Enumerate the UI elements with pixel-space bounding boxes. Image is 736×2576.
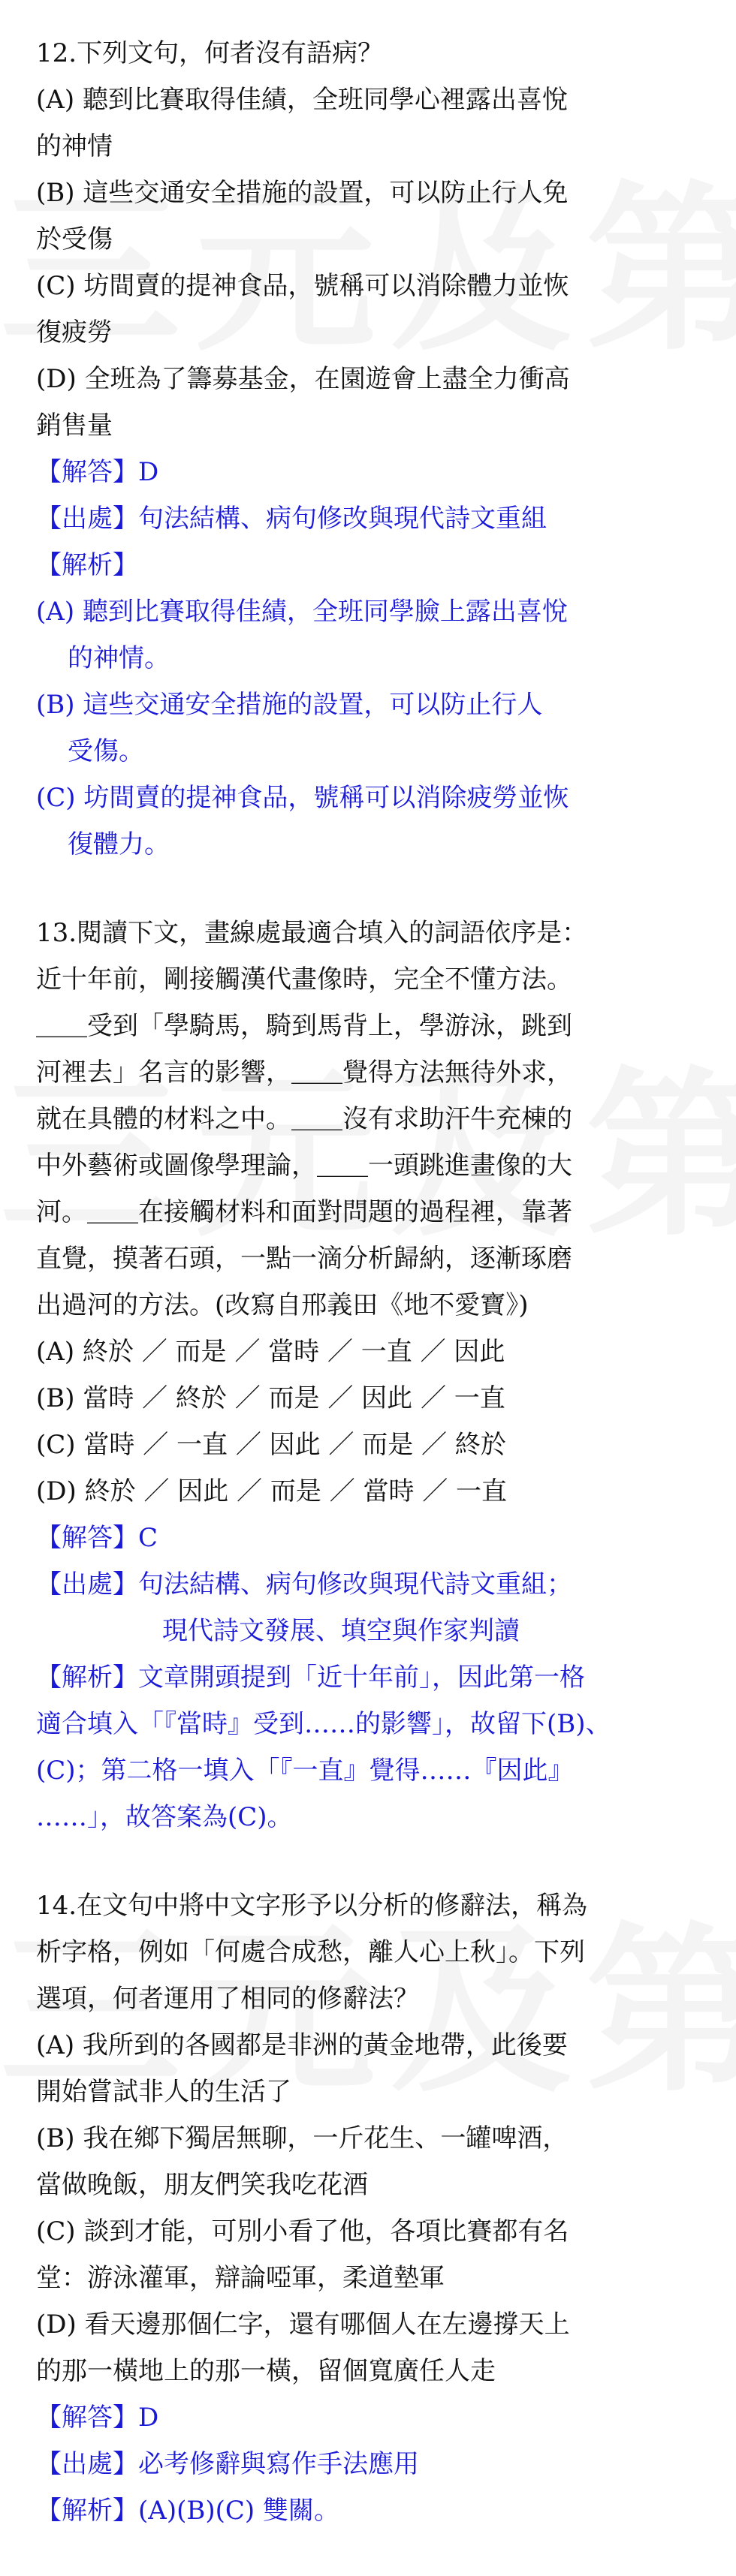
option-c-line-1: (C) 談到才能，可別小看了他，各項比賽都有名	[36, 2216, 569, 2246]
option-d: (D) 終於 ／ 因此 ／ 而是 ／ 當時 ／ 一直	[36, 1476, 508, 1506]
question-13	[36, 910, 704, 1840]
analysis-title: 【解析】	[36, 550, 138, 580]
question-12	[36, 30, 704, 868]
question-stem-line: 出過河的方法。(改寫自邢義田《地不愛寶》)	[36, 1290, 529, 1320]
analysis-line: 適合填入「『當時』受到……的影響」，故留下(B)、	[36, 1709, 611, 1739]
question-stem: 12.下列文句，何者沒有語病？	[36, 38, 384, 68]
option-c-line-2: 復疲勞	[36, 317, 113, 348]
question-stem-line: 選項，何者運用了相同的修辭法？	[36, 1984, 419, 2014]
question-stem-line: ＿＿受到「學騎馬，騎到馬背上，學游泳，跳到	[36, 1011, 572, 1041]
source-line: 【出處】必考修辭與寫作手法應用	[36, 2449, 419, 2479]
question-stem-line: 河裡去」名言的影響，＿＿覺得方法無待外求，	[36, 1058, 572, 1088]
option-b-line-2: 當做晚飯，朋友們笑我吃花酒	[36, 2170, 368, 2200]
analysis-line: (C)；第二格一填入「『一直』覺得……『因此』	[36, 1756, 574, 1786]
source-line-1: 【出處】句法結構、病句修改與現代詩文重組；	[36, 1569, 572, 1599]
analysis-line: ……」，故答案為(C)。	[36, 1802, 293, 1832]
question-stem-line: 就在具體的材料之中。＿＿沒有求助汗牛充棟的	[36, 1104, 572, 1134]
question-stem-line: 析字格，例如「何處合成愁，離人心上秋」。下列	[36, 1937, 585, 1967]
option-d-line-1: (D) 全班為了籌募基金，在園遊會上盡全力衝高	[36, 364, 570, 394]
option-b-line-2: 於受傷	[36, 224, 113, 254]
answer-line: 【解答】D	[36, 457, 159, 487]
option-a-line-2: 的神情	[36, 131, 113, 161]
question-stem-line: 14.在文句中將中文字形予以分析的修辭法，稱為	[36, 1891, 588, 1921]
analysis-line: 【解析】(A)(B)(C) 雙關。	[36, 2496, 339, 2526]
question-stem-line: 近十年前，剛接觸漢代畫像時，完全不懂方法。	[36, 964, 572, 995]
analysis-line: 【解析】文章開頭提到「近十年前」，因此第一格	[36, 1663, 585, 1693]
analysis-a-line-1: (A) 聽到比賽取得佳績，全班同學臉上露出喜悅	[36, 597, 568, 627]
source-line-2: 現代詩文發展、填空與作家判讀	[162, 1616, 520, 1646]
option-d-line-2: 銷售量	[36, 411, 113, 441]
option-c: (C) 當時 ／ 一直 ／ 因此 ／ 而是 ／ 終於	[36, 1430, 506, 1460]
option-b-line-1: (B) 這些交通安全措施的設置，可以防止行人免	[36, 178, 569, 208]
option-b-line-1: (B) 我在鄉下獨居無聊，一斤花生、一罐啤酒，	[36, 2123, 569, 2153]
analysis-c-line-2: 復體力。	[68, 829, 170, 859]
option-a: (A) 終於 ／ 而是 ／ 當時 ／ 一直 ／ 因此	[36, 1337, 505, 1367]
source-line: 【出處】句法結構、病句修改與現代詩文重組	[36, 504, 547, 534]
option-a-line-1: (A) 聽到比賽取得佳績，全班同學心裡露出喜悅	[36, 85, 568, 115]
option-a-line-1: (A) 我所到的各國都是非洲的黃金地帶，此後要	[36, 2030, 568, 2060]
question-stem-line: 13.閱讀下文，畫線處最適合填入的詞語依序是：	[36, 918, 588, 948]
analysis-c-line-1: (C) 坊間賣的提神食品，號稱可以消除疲勞並恢	[36, 783, 569, 813]
answer-line: 【解答】D	[36, 2403, 159, 2433]
option-a-line-2: 開始嘗試非人的生活了	[36, 2077, 291, 2107]
question-stem-line: 河。＿＿在接觸材料和面對問題的過程裡，靠著	[36, 1197, 572, 1227]
option-d-line-1: (D) 看天邊那個仁字，還有哪個人在左邊撐天上	[36, 2310, 570, 2340]
option-c-line-2: 堂：游泳灌軍，辯論啞軍，柔道墊軍	[36, 2263, 445, 2293]
document-body	[36, 30, 704, 2576]
option-d-line-2: 的那一橫地上的那一橫，留個寬廣任人走	[36, 2356, 496, 2386]
question-stem-line: 中外藝術或圖像學理論，＿＿一頭跳進畫像的大	[36, 1151, 572, 1181]
option-b: (B) 當時 ／ 終於 ／ 而是 ／ 因此 ／ 一直	[36, 1383, 505, 1413]
option-c-line-1: (C) 坊間賣的提神食品，號稱可以消除體力並恢	[36, 271, 569, 301]
analysis-b-line-1: (B) 這些交通安全措施的設置，可以防止行人	[36, 690, 543, 720]
question-14	[36, 1882, 704, 2534]
answer-line: 【解答】C	[36, 1523, 158, 1553]
question-stem-line: 直覺，摸著石頭，一點一滴分析歸納，逐漸琢磨	[36, 1244, 572, 1274]
analysis-b-line-2: 受傷。	[68, 736, 144, 766]
analysis-a-line-2: 的神情。	[68, 643, 170, 673]
